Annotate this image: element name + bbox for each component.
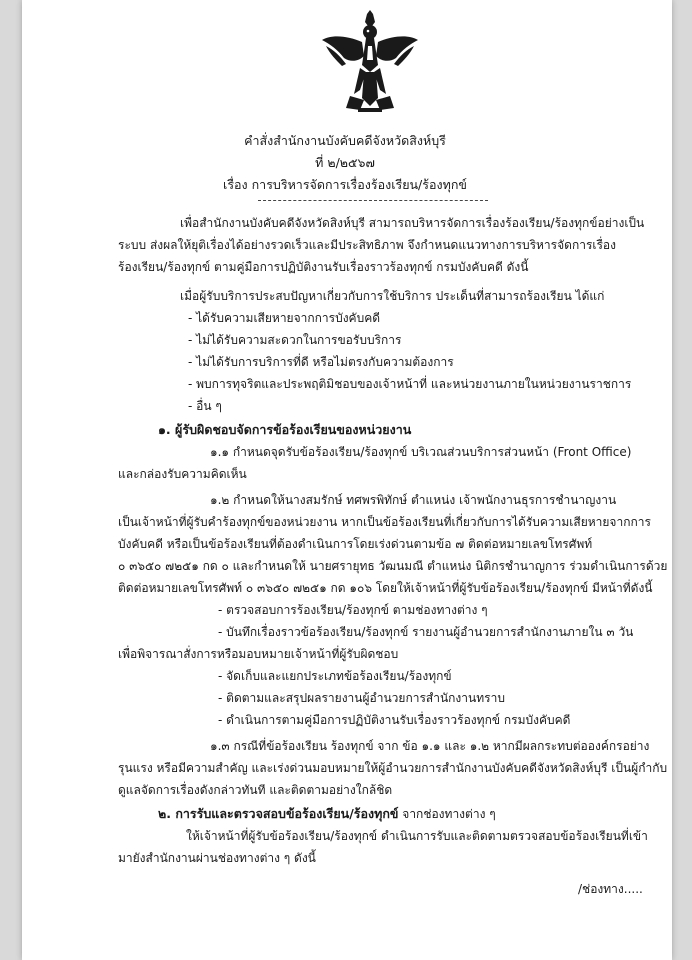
- clause-1-3-line: รุนแรง หรือมีความสำคัญ และเร่งด่วนมอบหมายให้ผู้อำนวยการสำนักงานบังคับคดีจังหวัดสิงห์บุรี เป็นผู้กำกับ: [118, 761, 668, 775]
- clause-1-2-line: ๑.๒ กำหนดให้นางสมรักษ์ ทศพรพิทักษ์ ตำแหน่ง เจ้าพนักงานธุรการชำนาญงาน: [210, 493, 617, 507]
- clause-1-1-line: และกล่องรับความคิดเห็น: [118, 467, 247, 481]
- duty-item: - จัดเก็บและแยกประเภทข้อร้องเรียน/ร้องทุกข์: [218, 669, 452, 683]
- issues-intro: เมื่อผู้รับบริการประสบปัญหาเกี่ยวกับการใช้บริการ ประเด็นที่สามารถร้องเรียน ได้แก่: [180, 289, 605, 303]
- issue-item: - ไม่ได้รับความสะดวกในการขอรับบริการ: [188, 333, 402, 347]
- section2-line: มายังสำนักงานผ่านช่องทางต่าง ๆ ดังนี้: [118, 851, 316, 865]
- section2-heading-rest: จากช่องทางต่าง ๆ: [402, 807, 496, 821]
- issue-item: - ไม่ได้รับการบริการที่ดี หรือไม่ตรงกับความต้องการ: [188, 355, 454, 369]
- clause-1-3-line: ๑.๓ กรณีที่ข้อร้องเรียน ร้องทุกข์ จาก ข้อ ๑.๑ และ ๑.๒ หากมีผลกระทบต่อองค์กรอย่าง: [210, 739, 650, 753]
- intro-line: ร้องเรียน/ร้องทุกข์ ตามคู่มือการปฏิบัติงานรับเรื่องราวร้องทุกข์ กรมบังคับคดี ดังนี้: [118, 260, 529, 274]
- section1-heading: ๑. ผู้รับผิดชอบจัดการข้อร้องเรียนของหน่วยงาน: [158, 422, 412, 437]
- issue-item: - ได้รับความเสียหายจากการบังคับคดี: [188, 311, 381, 325]
- subject-line: เรื่อง การบริหารจัดการเรื่องร้องเรียน/ร้องทุกข์: [223, 177, 467, 192]
- garuda-emblem-icon: [320, 10, 420, 115]
- clause-1-3-line: ดูแลจัดการเรื่องดังกล่าวทันที และติดตามอย่างใกล้ชิด: [118, 783, 393, 797]
- section2-heading-bold: ๒. การรับและตรวจสอบข้อร้องเรียน/ร้องทุกข์: [158, 806, 399, 821]
- order-number: ที่ ๒/๒๕๖๗: [315, 155, 375, 170]
- header-separator: [258, 200, 488, 201]
- issue-item: - อื่น ๆ: [188, 399, 222, 413]
- clause-1-2-line: ๐ ๓๖๕๐ ๗๒๕๑ กด ๐ และกำหนดให้ นายศรายุทธ วัฒนมณี ตำแหน่ง นิติกรชำนาญการ ร่วมดำเนินการด้วย: [118, 559, 668, 573]
- clause-1-1-line: ๑.๑ กำหนดจุดรับข้อร้องเรียน/ร้องทุกข์ บริเวณส่วนบริการส่วนหน้า (Front Office): [210, 445, 632, 459]
- issue-item: - พบการทุจริตและประพฤติมิชอบของเจ้าหน้าที่ และหน่วยงานภายในหน่วยงานราชการ: [188, 377, 632, 391]
- office-title: คำสั่งสำนักงานบังคับคดีจังหวัดสิงห์บุรี: [244, 133, 446, 148]
- section2-line: ให้เจ้าหน้าที่ผู้รับข้อร้องเรียน/ร้องทุกข์ ดำเนินการรับและติดตามตรวจสอบข้อร้องเรียนที่เข้า: [186, 829, 648, 843]
- duty-item: - ติดตามและสรุปผลรายงานผู้อำนวยการสำนักงานทราบ: [218, 691, 505, 705]
- clause-1-2-line: บังคับคดี หรือเป็นข้อร้องเรียนที่ต้องดำเนินการโดยเร่งด่วนตามข้อ ๗ ติดต่อหมายเลขโทรศัพท์: [118, 537, 593, 551]
- duty-item-continuation: เพื่อพิจารณาสั่งการหรือมอบหมายเจ้าหน้าที่ผู้รับผิดชอบ: [118, 647, 399, 661]
- intro-line: ระบบ ส่งผลให้ยุติเรื่องได้อย่างรวดเร็วและมีประสิทธิภาพ จึงกำหนดแนวทางการบริหารจัดการเรื่อง: [118, 238, 616, 252]
- intro-line: เพื่อสำนักงานบังคับคดีจังหวัดสิงห์บุรี สามารถบริหารจัดการเรื่องร้องเรียน/ร้องทุกข์อย่างเป็น: [180, 216, 645, 230]
- clause-1-2-line: เป็นเจ้าหน้าที่ผู้รับคำร้องทุกข์ของหน่วยงาน หากเป็นข้อร้องเรียนที่เกี่ยวกับการได้รับความเสียหายจากการ: [118, 515, 651, 529]
- section2-heading: [158, 806, 496, 822]
- continuation-marker: /ช่องทาง.....: [578, 882, 643, 896]
- clause-1-2-line: ติดต่อหมายเลขโทรศัพท์ ๐ ๓๖๕๐ ๗๒๕๑ กด ๑๐๖ โดยให้เจ้าหน้าที่ผู้รับข้อร้องเรียน/ร้องทุกข์ มีหน้าที่ดังนี้: [118, 581, 653, 595]
- duty-item: - ตรวจสอบการร้องเรียน/ร้องทุกข์ ตามช่องทางต่าง ๆ: [218, 603, 488, 617]
- duty-item: - บันทึกเรื่องราวข้อร้องเรียน/ร้องทุกข์ รายงานผู้อำนวยการสำนักงานภายใน ๓ วัน: [218, 625, 634, 639]
- duty-item: - ดำเนินการตามคู่มือการปฏิบัติงานรับเรื่องราวร้องทุกข์ กรมบังคับคดี: [218, 713, 571, 727]
